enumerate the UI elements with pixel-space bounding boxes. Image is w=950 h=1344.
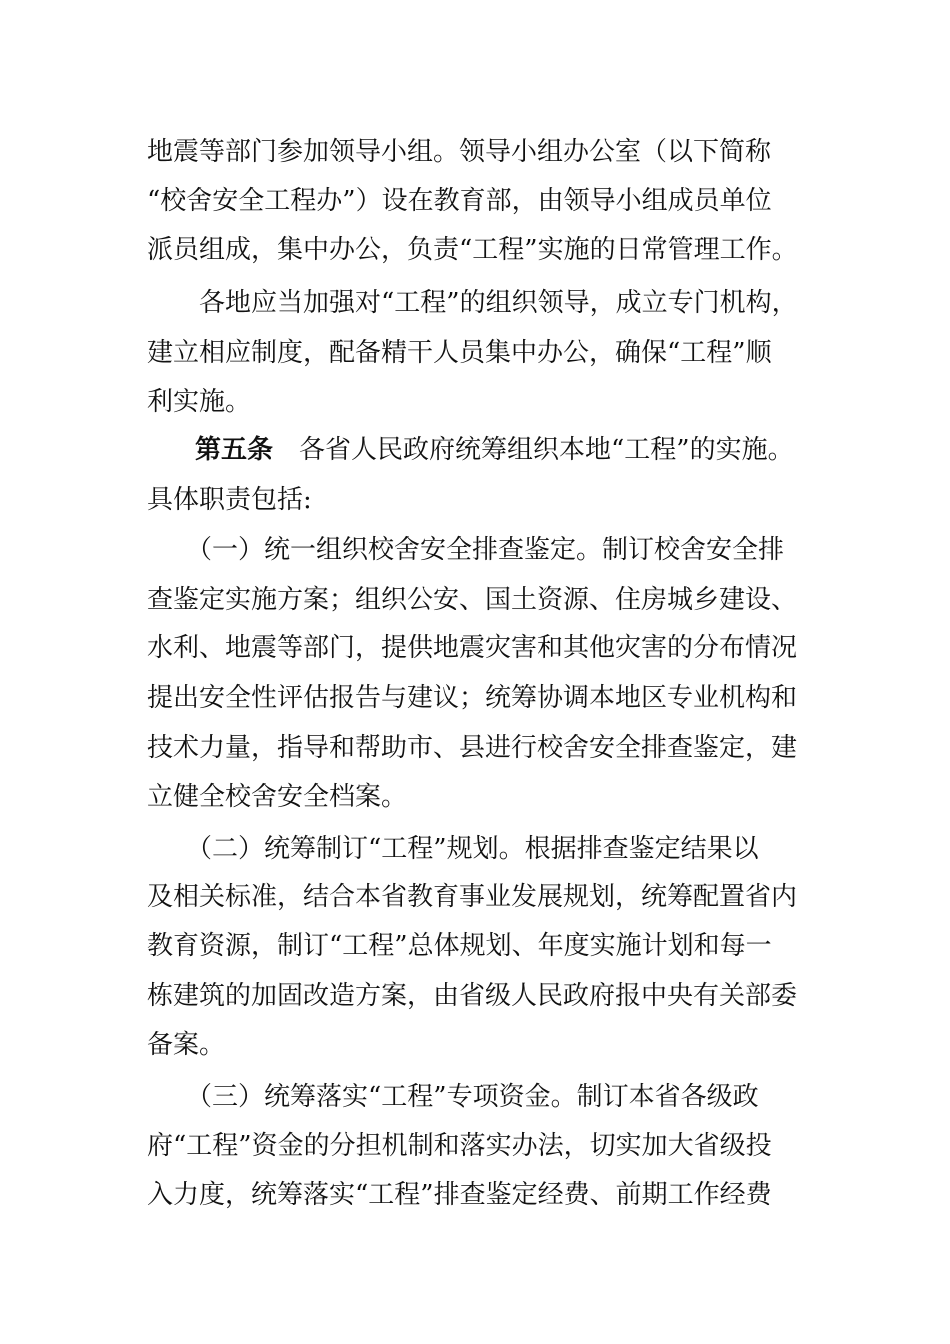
text-line: 栋建筑的加固改造方案，由省级人民政府报中央有关部委 <box>147 981 798 1011</box>
text-line: （三）统筹落实“工程”专项资金。制订本省各级政 <box>147 1082 759 1112</box>
text-line: 地震等部门参加领导小组。领导小组办公室（以下简称 <box>147 137 772 167</box>
article-text: 各省人民政府统筹组织本地“工程”的实施。 <box>273 435 794 465</box>
text-line: 立健全校舍安全档案。 <box>147 782 408 812</box>
text-line: 各地应当加强对“工程”的组织领导，成立专门机构， <box>147 288 798 318</box>
text-line: 入力度，统筹落实“工程”排查鉴定经费、前期工作经费 <box>147 1180 772 1210</box>
text-line: 备案。 <box>147 1030 226 1060</box>
text-line: 提出安全性评估报告与建议；统筹协调本地区专业机构和 <box>147 683 798 713</box>
text-line: （二）统筹制订“工程”规划。根据排查鉴定结果以 <box>147 834 759 864</box>
text-line: 技术力量，指导和帮助市、县进行校舍安全排查鉴定，建 <box>147 733 798 763</box>
text-line: 教育资源，制订“工程”总体规划、年度实施计划和每一 <box>147 931 772 961</box>
text-line: 府“工程”资金的分担机制和落实办法，切实加大省级投 <box>147 1131 772 1161</box>
article-label: 第五条 <box>195 435 274 465</box>
article-line <box>195 430 794 470</box>
text-line: 派员组成，集中办公，负责“工程”实施的日常管理工作。 <box>147 235 798 265</box>
text-line: 具体职责包括: <box>147 485 312 515</box>
text-line: 建立相应制度，配备精干人员集中办公，确保“工程”顺 <box>147 338 772 368</box>
text-line: 查鉴定实施方案；组织公安、国土资源、住房城乡建设、 <box>147 585 798 615</box>
text-line: “校舍安全工程办”）设在教育部，由领导小组成员单位 <box>147 186 772 216</box>
text-line: 水利、地震等部门，提供地震灾害和其他灾害的分布情况 <box>147 633 798 663</box>
text-line: 利实施。 <box>147 387 252 417</box>
text-line: （一）统一组织校舍安全排查鉴定。制订校舍安全排 <box>147 535 785 565</box>
text-line: 及相关标准，结合本省教育事业发展规划，统筹配置省内 <box>147 882 798 912</box>
